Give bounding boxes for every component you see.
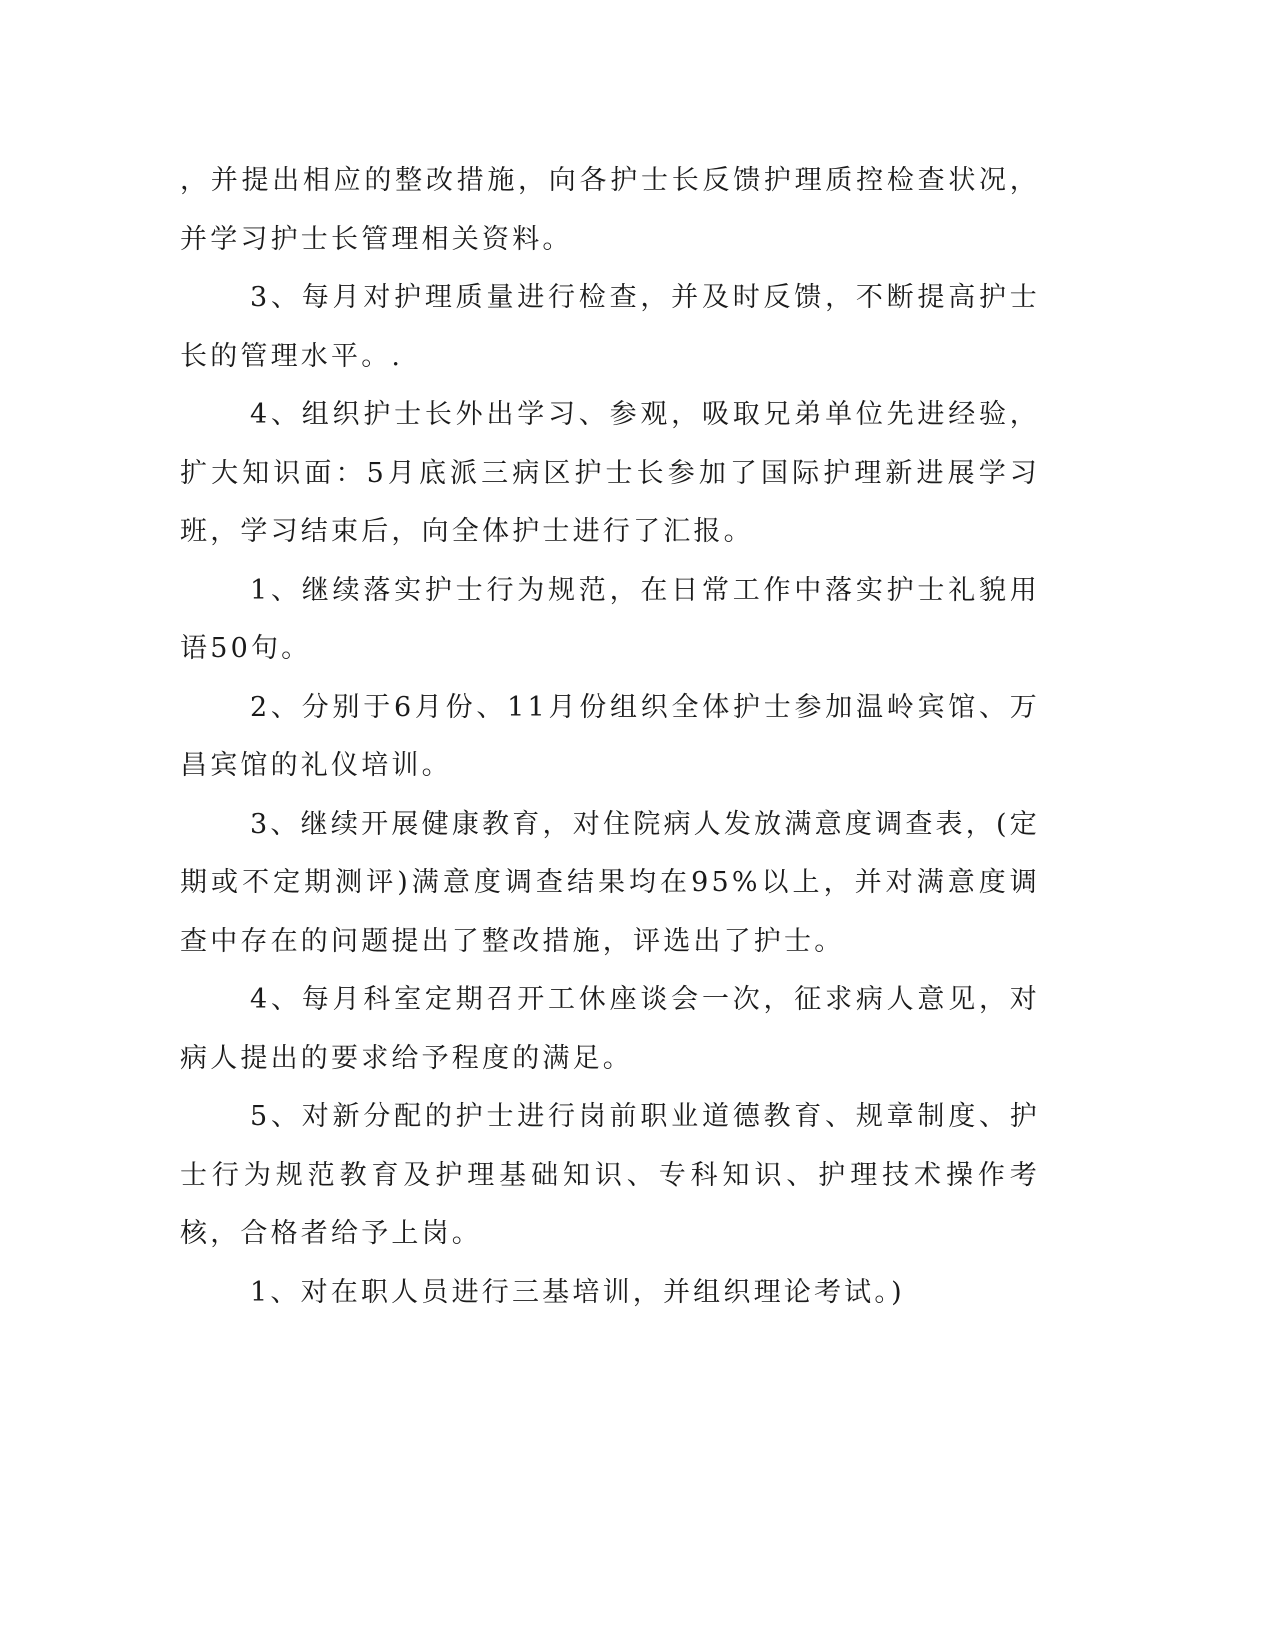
- paragraph-item-1-basic-training: 1、对在职人员进行三基培训，并组织理论考试。): [250, 1276, 905, 1308]
- paragraph-item-4-patient-meeting: 4、每月科室定期召开工休座谈会一次，征求病人意见，对病人提出的要求给予程度的满足。: [180, 984, 1040, 1074]
- paragraph-item-1-conduct-norms: 1、继续落实护士行为规范，在日常工作中落实护士礼貌用语50句。: [180, 574, 1040, 664]
- document-body: [180, 152, 1040, 1322]
- paragraph-item-3-quality-check: 3、每月对护理质量进行检查，并及时反馈，不断提高护士长的管理水平。.: [180, 282, 1040, 372]
- paragraph-item-2-etiquette-training: 2、分别于6月份、11月份组织全体护士参加温岭宾馆、万昌宾馆的礼仪培训。: [180, 691, 1040, 781]
- paragraph-continuation: ，并提出相应的整改措施，向各护士长反馈护理质控检查状况，并学习护士长管理相关资料。: [180, 165, 1040, 255]
- paragraph-item-4-study-visit: 4、组织护士长外出学习、参观，吸取兄弟单位先进经验，扩大知识面：5月底派三病区护士长参加了国际护理新进展学习班，学习结束后，向全体护士进行了汇报。: [180, 399, 1040, 547]
- paragraph-item-5-new-nurse-training: 5、对新分配的护士进行岗前职业道德教育、规章制度、护士行为规范教育及护理基础知识、专科知识、护理技术操作考核，合格者给予上岗。: [180, 1101, 1040, 1249]
- paragraph-item-3-health-education: 3、继续开展健康教育，对住院病人发放满意度调查表，(定期或不定期测评)满意度调查结果均在95%以上，并对满意度调查中存在的问题提出了整改措施，评选出了护士。: [180, 808, 1040, 957]
